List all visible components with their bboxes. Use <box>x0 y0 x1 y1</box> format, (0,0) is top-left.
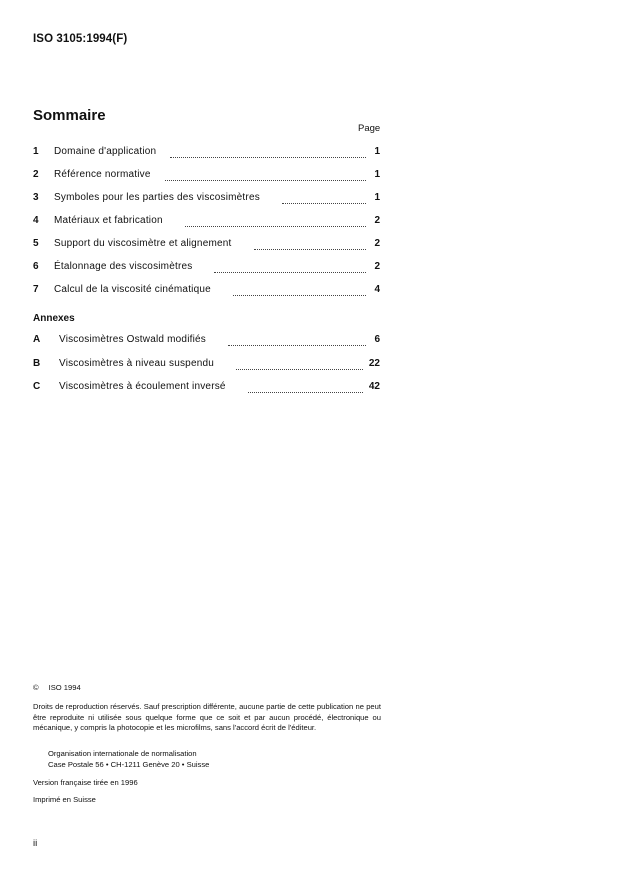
dot-leader <box>214 264 366 273</box>
annex-entry[interactable] <box>33 334 380 348</box>
toc-entry[interactable] <box>33 284 380 298</box>
annex-entry-letter: B <box>33 358 41 369</box>
toc-entry[interactable] <box>33 146 380 160</box>
organisation-name: Organisation internationale de normalisation <box>48 749 197 758</box>
toc-entry-page: 2 <box>374 215 380 226</box>
toc-entry-page: 1 <box>374 192 380 203</box>
toc-entry-page: 2 <box>374 261 380 272</box>
organisation-address <box>48 749 209 770</box>
toc-entry[interactable] <box>33 215 380 229</box>
annex-entry-letter: C <box>33 381 41 392</box>
page-number: ii <box>33 838 38 849</box>
copyright-line <box>33 683 81 694</box>
version-note: Version française tirée en 1996 <box>33 778 138 787</box>
toc-entry[interactable] <box>33 238 380 252</box>
toc-entry-label: Calcul de la viscosité cinématique <box>54 284 211 295</box>
annex-entry-label: Viscosimètres à niveau suspendu <box>59 358 214 369</box>
dot-leader <box>282 195 366 204</box>
document-id-header: ISO 3105:1994(F) <box>33 33 128 45</box>
toc-entry-number: 3 <box>33 192 39 203</box>
copyright-symbol: © <box>33 683 39 692</box>
dot-leader <box>185 218 366 227</box>
annexes-heading: Annexes <box>33 313 75 324</box>
toc-entry-label: Domaine d'application <box>54 146 157 157</box>
toc-entry-page: 1 <box>374 169 380 180</box>
toc-entry-label: Symboles pour les parties des viscosimètres <box>54 192 260 203</box>
toc-entry-number: 6 <box>33 261 39 272</box>
annex-entry[interactable] <box>33 358 380 372</box>
toc-entry-page: 2 <box>374 238 380 249</box>
annex-entry-letter: A <box>33 334 41 345</box>
annex-entry[interactable] <box>33 381 380 395</box>
toc-entry-label: Support du viscosimètre et alignement <box>54 238 232 249</box>
dot-leader <box>228 337 366 346</box>
toc-entry[interactable] <box>33 261 380 275</box>
annex-entry-page: 42 <box>368 381 380 392</box>
dot-leader <box>248 384 363 393</box>
copyright-text: ISO 1994 <box>48 683 81 692</box>
toc-entry-label: Étalonnage des viscosimètres <box>54 261 193 272</box>
dot-leader <box>165 172 366 181</box>
annex-entry-label: Viscosimètres à écoulement inversé <box>59 381 226 392</box>
toc-entry-number: 4 <box>33 215 39 226</box>
page-column-label: Page <box>358 123 381 134</box>
dot-leader <box>170 149 366 158</box>
dot-leader <box>236 361 363 370</box>
toc-entry-page: 4 <box>374 284 380 295</box>
postal-address: Case Postale 56 • CH-1211 Genève 20 • Suisse <box>48 759 210 769</box>
toc-entry-number: 2 <box>33 169 39 180</box>
toc-entry[interactable] <box>33 192 380 206</box>
dot-leader <box>254 241 367 250</box>
annex-entry-page: 6 <box>374 334 380 345</box>
rights-notice: Droits de reproduction réservés. Sauf prescription différente, aucune partie de cette publication ne peut être reproduite ni utilisée sous quelque forme que ce soit et par aucun procédé, électronique ou mécanique, y compris la photocopie et les microfilms, sans l'accord écrit de l'éditeur. <box>33 702 381 732</box>
annex-entry-page: 22 <box>368 358 380 369</box>
toc-entry-number: 7 <box>33 284 39 295</box>
dot-leader <box>233 287 366 296</box>
toc-entry-number: 5 <box>33 238 39 249</box>
printed-note: Imprimé en Suisse <box>33 795 96 804</box>
page-title: Sommaire <box>33 107 106 124</box>
annex-entry-label: Viscosimètres Ostwald modifiés <box>59 334 206 345</box>
toc-entry[interactable] <box>33 169 380 183</box>
toc-entry-label: Référence normative <box>54 169 151 180</box>
toc-entry-page: 1 <box>374 146 380 157</box>
toc-entry-number: 1 <box>33 146 39 157</box>
toc-entry-label: Matériaux et fabrication <box>54 215 163 226</box>
